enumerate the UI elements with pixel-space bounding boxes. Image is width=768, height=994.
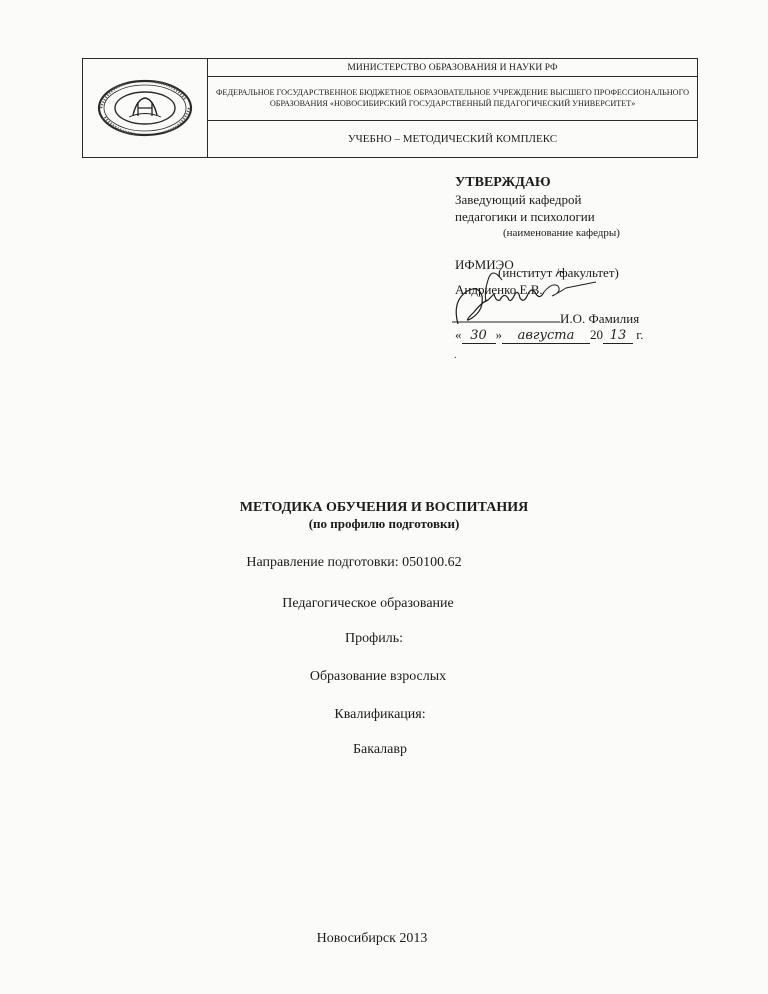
date-line xyxy=(455,327,643,344)
qualification-value: Бакалавр xyxy=(353,742,407,757)
header-table xyxy=(82,58,698,158)
date-year-prefix: 20 xyxy=(590,327,603,342)
profile-label: Профиль: xyxy=(345,631,403,646)
document-title: МЕТОДИКА ОБУЧЕНИЯ И ВОСПИТАНИЯ xyxy=(239,500,529,515)
stray-mark: . xyxy=(454,350,457,361)
approval-title: УТВЕРЖДАЮ xyxy=(455,175,551,190)
approver-name: Андриенко Е.В. xyxy=(455,282,543,297)
university-seal-icon xyxy=(95,77,195,139)
field-line: Педагогическое образование xyxy=(282,596,454,611)
date-open-quote: « xyxy=(455,327,462,342)
date-mid-quote: » xyxy=(495,327,502,342)
direction-line: Направление подготовки: 050100.62 xyxy=(246,555,462,570)
document-subtitle: (по профилю подготовки) xyxy=(308,516,460,531)
university-name: ФЕДЕРАЛЬНОЕ ГОСУДАРСТВЕННОЕ БЮДЖЕТНОЕ ОБРАЗОВАТЕЛЬНОЕ УЧРЕЖДЕНИЕ ВЫСШЕГО ПРОФЕССИОНАЛЬНОГО ОБРАЗОВАНИЯ «НОВОСИБИРСКИЙ ГОСУДАРСТВЕННЫЙ ПЕДАГОГИЧЕСКИЙ УНИВЕРСИТЕТ» xyxy=(208,77,697,121)
approver-position-line1: Заведующий кафедрой xyxy=(455,192,582,207)
institute-hint: (институт /факультет) xyxy=(498,265,619,280)
header-text-column xyxy=(208,59,697,157)
qualification-label: Квалификация: xyxy=(334,707,426,722)
logo-cell xyxy=(83,59,208,157)
ministry-name: МИНИСТЕРСТВО ОБРАЗОВАНИЯ И НАУКИ РФ xyxy=(208,59,697,77)
complex-name: УЧЕБНО – МЕТОДИЧЕСКИЙ КОМПЛЕКС xyxy=(347,133,558,145)
department-hint: (наименование кафедры) xyxy=(503,227,620,239)
institute-name: ИФМИЭО xyxy=(455,257,514,272)
date-year-unit: г. xyxy=(636,327,644,342)
date-year-suffix: 13 xyxy=(609,328,627,343)
date-day: 30 xyxy=(470,328,487,343)
date-month: августа xyxy=(517,328,575,343)
name-hint: И.О. Фамилия xyxy=(560,311,640,326)
approver-position-line2: педагогики и психологии xyxy=(455,209,595,224)
profile-value: Образование взрослых xyxy=(309,669,447,684)
footer-city-year: Новосибирск 2013 xyxy=(316,931,428,946)
approval-block xyxy=(455,174,695,273)
